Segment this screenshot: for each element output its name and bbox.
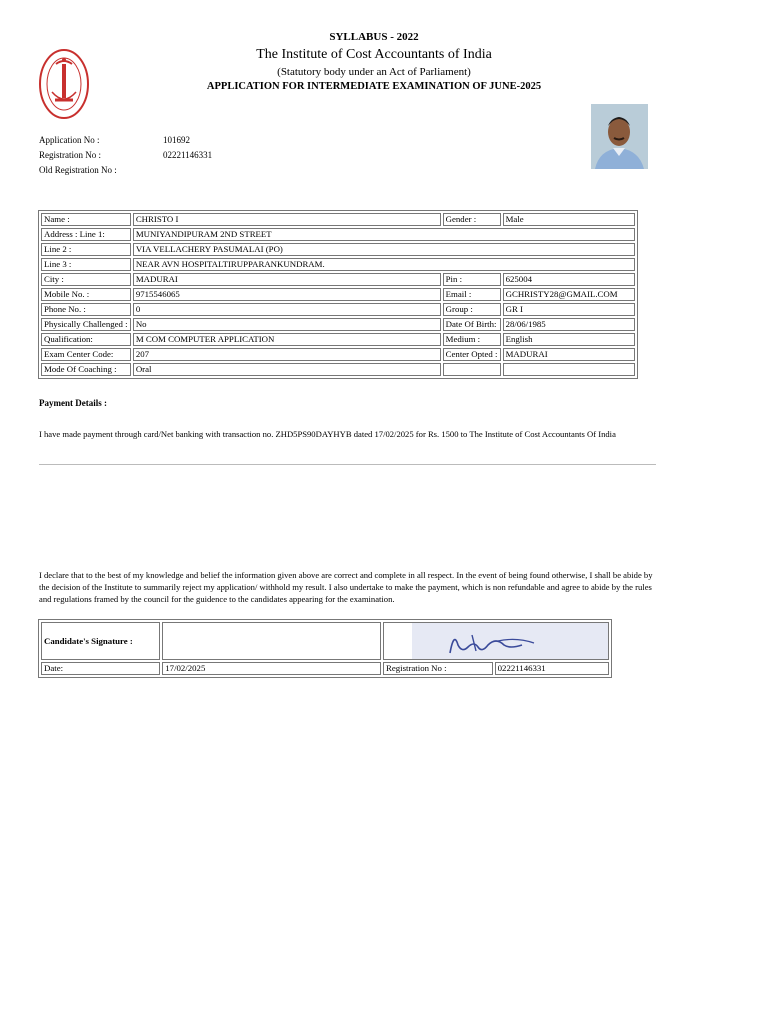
declaration-text: I declare that to the best of my knowledge and belief the information given above are correct and complete in all respect. In the event of being found otherwise, I shall be abide by the decision of the Institute to summarily reject my application/ withhold my result. I also undertake to make the payment, which is non refundable and agree to abide by the rules and regulations framed by the council for the guidence to the candidates appearing for the examination. bbox=[39, 570, 653, 604]
signature-table bbox=[38, 619, 612, 678]
institute-seal-icon bbox=[38, 46, 90, 122]
signature-image bbox=[412, 623, 608, 659]
application-no-value: 101692 bbox=[163, 135, 190, 145]
table-row bbox=[41, 348, 635, 361]
medium-value: English bbox=[503, 333, 635, 346]
dob-value: 28/06/1985 bbox=[503, 318, 635, 331]
city-value: MADURAI bbox=[133, 273, 441, 286]
coaching-value: Oral bbox=[133, 363, 441, 376]
signature-registration-value: 02221146331 bbox=[495, 662, 609, 675]
candidate-details-table bbox=[38, 210, 638, 379]
coaching-label: Mode Of Coaching : bbox=[41, 363, 131, 376]
mobile-label: Mobile No. : bbox=[41, 288, 131, 301]
phone-label: Phone No. : bbox=[41, 303, 131, 316]
address-line1-label: Address : Line 1: bbox=[41, 228, 131, 241]
payment-details-text: I have made payment through card/Net banking with transaction no. ZHD5PS90DAYHYB dated 17/02/2025 for Rs. 1500 to The Institute of Cost Accountants Of India bbox=[39, 429, 616, 439]
table-row bbox=[41, 662, 609, 675]
qualification-label: Qualification: bbox=[41, 333, 131, 346]
medium-label: Medium : bbox=[443, 333, 501, 346]
payment-details-title: Payment Details : bbox=[39, 398, 107, 408]
table-row bbox=[41, 243, 635, 256]
table-row bbox=[41, 622, 609, 660]
registration-no-value: 02221146331 bbox=[163, 150, 213, 160]
pin-label: Pin : bbox=[443, 273, 501, 286]
address-line3-value: NEAR AVN HOSPITALTIRUPPARANKUNDRAM. bbox=[133, 258, 635, 271]
table-row bbox=[41, 213, 635, 226]
registration-no-label: Registration No : bbox=[39, 150, 101, 160]
address-line2-value: VIA VELLACHERY PASUMALAI (PO) bbox=[133, 243, 635, 256]
center-opted-value: MADURAI bbox=[503, 348, 635, 361]
signature-label: Candidate's Signature : bbox=[41, 622, 160, 660]
table-row bbox=[41, 258, 635, 271]
name-value: CHRISTO I bbox=[133, 213, 441, 226]
physically-challenged-value: No bbox=[133, 318, 441, 331]
name-label: Name : bbox=[41, 213, 131, 226]
address-line2-label: Line 2 : bbox=[41, 243, 131, 256]
dob-label: Date Of Birth: bbox=[443, 318, 501, 331]
group-value: GR I bbox=[503, 303, 635, 316]
date-label: Date: bbox=[41, 662, 160, 675]
phone-value: 0 bbox=[133, 303, 441, 316]
empty-cell bbox=[443, 363, 501, 376]
group-label: Group : bbox=[443, 303, 501, 316]
empty-cell bbox=[503, 363, 635, 376]
center-opted-label: Center Opted : bbox=[443, 348, 501, 361]
table-row bbox=[41, 288, 635, 301]
gender-value: Male bbox=[503, 213, 635, 226]
mobile-value: 9715546065 bbox=[133, 288, 441, 301]
divider bbox=[39, 464, 656, 465]
city-label: City : bbox=[41, 273, 131, 286]
email-label: Email : bbox=[443, 288, 501, 301]
empty-cell bbox=[162, 622, 381, 660]
address-line3-label: Line 3 : bbox=[41, 258, 131, 271]
old-registration-no-label: Old Registration No : bbox=[39, 165, 117, 175]
table-row bbox=[41, 363, 635, 376]
address-line1-value: MUNIYANDIPURAM 2ND STREET bbox=[133, 228, 635, 241]
signature-cell bbox=[383, 622, 609, 660]
table-row bbox=[41, 273, 635, 286]
email-value: GCHRISTY28@GMAIL.COM bbox=[503, 288, 635, 301]
application-title: APPLICATION FOR INTERMEDIATE EXAMINATION OF JUNE-2025 bbox=[206, 81, 542, 92]
exam-center-value: 207 bbox=[133, 348, 441, 361]
table-row bbox=[41, 303, 635, 316]
table-row bbox=[41, 333, 635, 346]
table-row bbox=[41, 228, 635, 241]
table-row bbox=[41, 318, 635, 331]
syllabus-title: SYLLABUS - 2022 bbox=[329, 31, 419, 43]
physically-challenged-label: Physically Challenged : bbox=[41, 318, 131, 331]
exam-center-label: Exam Center Code: bbox=[41, 348, 131, 361]
application-no-label: Application No : bbox=[39, 135, 100, 145]
institute-name: The Institute of Cost Accountants of India bbox=[256, 47, 492, 62]
pin-value: 625004 bbox=[503, 273, 635, 286]
statutory-subtitle: (Statutory body under an Act of Parliament) bbox=[277, 66, 471, 78]
signature-registration-label: Registration No : bbox=[383, 662, 493, 675]
gender-label: Gender : bbox=[443, 213, 501, 226]
candidate-photo bbox=[591, 104, 648, 169]
qualification-value: M COM COMPUTER APPLICATION bbox=[133, 333, 441, 346]
date-value: 17/02/2025 bbox=[162, 662, 381, 675]
